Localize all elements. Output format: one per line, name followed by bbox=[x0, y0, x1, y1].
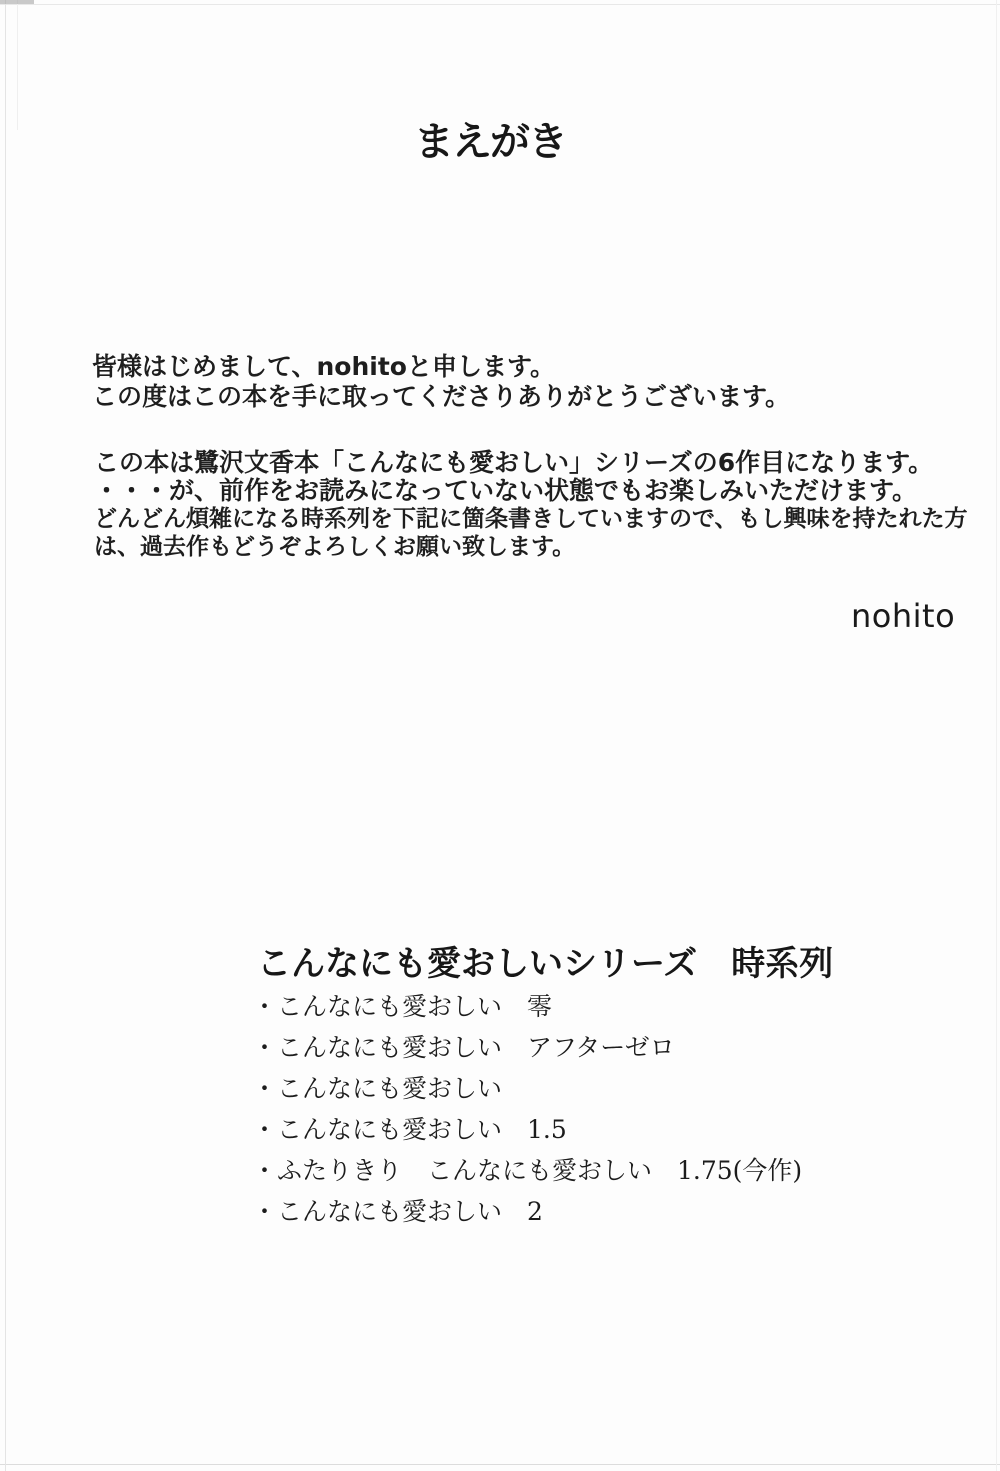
list-item: ・こんなにも愛おしい 零 bbox=[252, 992, 553, 1021]
body-paragraph bbox=[94, 449, 968, 561]
scan-edge-line-top bbox=[0, 4, 1000, 5]
text-line: どんどん煩雑になる時系列を下記に箇条書きしていますので、もし興味を持たれた方 bbox=[94, 506, 968, 532]
text-line: この度はこの本を手に取ってくださりありがとうございます。 bbox=[92, 382, 791, 411]
author-signature: nohito bbox=[851, 597, 956, 635]
scan-edge-line-left bbox=[5, 0, 6, 1471]
scan-edge-line-right bbox=[996, 0, 997, 1471]
text-line: この本は鷺沢文香本「こんなにも愛おしい」シリーズの6作目になります。 bbox=[94, 448, 934, 477]
list-item: ・こんなにも愛おしい 1.5 bbox=[252, 1115, 567, 1144]
list-item: ・こんなにも愛おしい アフターゼロ bbox=[252, 1033, 675, 1062]
list-item: ・ふたりきり こんなにも愛おしい 1.75(今作) bbox=[252, 1156, 803, 1185]
text-line: は、過去作もどうぞよろしくお願い致します。 bbox=[94, 534, 576, 560]
list-item: ・こんなにも愛おしい bbox=[252, 1074, 503, 1103]
intro-paragraph bbox=[92, 352, 790, 412]
page-title: まえがき bbox=[414, 118, 566, 165]
scan-edge-line-bottom bbox=[0, 1464, 1000, 1465]
text-line: ・・・が、前作をお読みになっていない状態でもお楽しみいただけます。 bbox=[94, 476, 918, 505]
series-timeline-heading: こんなにも愛おしいシリーズ 時系列 bbox=[257, 944, 834, 984]
list-item: ・こんなにも愛おしい 2 bbox=[252, 1197, 543, 1226]
series-timeline-list bbox=[252, 990, 802, 1236]
scan-corner-smudge bbox=[0, 0, 34, 4]
text-line: 皆様はじめまして、nohitoと申します。 bbox=[92, 352, 555, 381]
